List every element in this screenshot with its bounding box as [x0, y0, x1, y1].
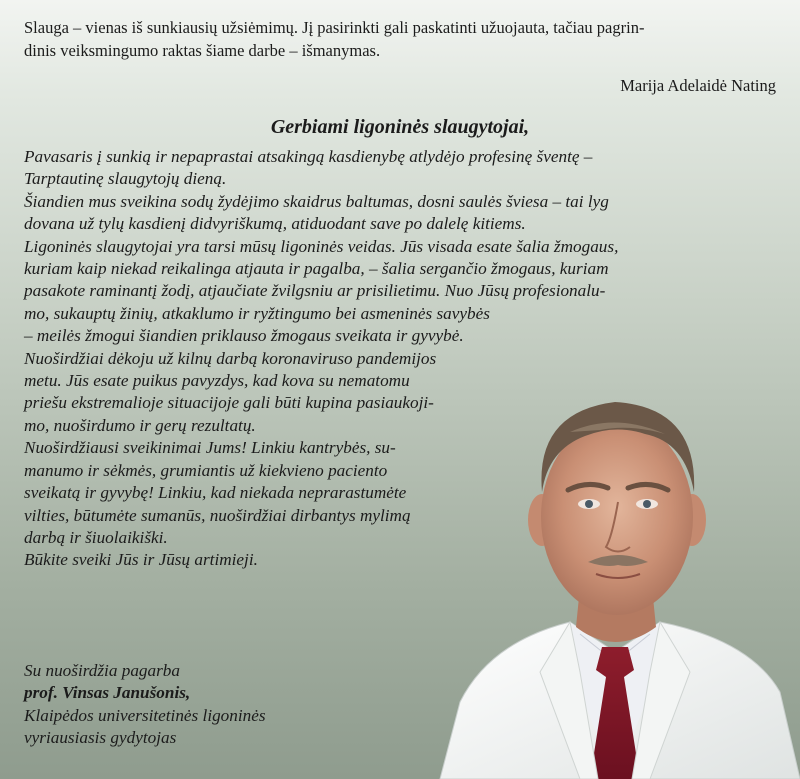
- body-line: Būkite sveiki Jūs ir Jūsų artimieji.: [24, 550, 258, 570]
- body-line: Šiandien mus sveikina sodų žydėjimo skaidrus baltumas, dosni saulės šviesa – tai lyg: [24, 191, 609, 211]
- greeting-heading: Gerbiami ligoninės slaugytojai,: [270, 116, 530, 138]
- epigraph-line: dinis veiksmingumo raktas šiame darbe – išmanymas.: [24, 41, 381, 60]
- body-line: sveikatą ir gyvybę! Linkiu, kad niekada neprarastumėte: [24, 483, 407, 503]
- body-line: vilties, būtumėte sumanūs, nuoširdžiai dirbantys mylimą: [24, 505, 411, 525]
- signature-block: [24, 660, 266, 750]
- body-line: – meilės žmogui šiandien priklauso žmogaus sveikata ir gyvybė.: [24, 326, 464, 346]
- body-line: Nuoširdžiai dėkoju už kilnų darbą koronaviruso pandemijos: [24, 348, 437, 368]
- signature-title: vyriausiasis gydytojas: [24, 728, 177, 748]
- body-line: kuriam kaip niekad reikalinga atjauta ir pagalba, – šalia sergančio žmogaus, kuriam: [24, 259, 609, 279]
- body-line: Ligoninės slaugytojai yra tarsi mūsų ligoninės veidas. Jūs visada esate šalia žmogaus,: [24, 236, 619, 256]
- body-line: darbą ir šiuolaikiški.: [24, 527, 168, 547]
- body-line: Tarptautinę slaugytojų dieną.: [24, 169, 227, 189]
- body-line: Nuoširdžiausi sveikinimai Jums! Linkiu kantrybės, su-: [24, 438, 396, 458]
- epigraph-quote: [24, 16, 776, 95]
- body-line: mo, sukauptų žinių, atkaklumo ir ryžtingumo bei asmeninės savybės: [24, 303, 490, 323]
- body-line: mo, nuoširdumo ir gerų rezultatų.: [24, 415, 256, 435]
- epigraph-author: Marija Adelaidė Nating: [620, 76, 776, 95]
- body-line: metu. Jūs esate puikus pavyzdys, kad kova su nematomu: [24, 371, 410, 391]
- body-line: dovana už tylų kasdienį didvyriškumą, atiduodant save po dalelę kitiems.: [24, 214, 526, 234]
- signature-closing: Su nuoširdžia pagarba: [24, 661, 180, 680]
- signature-name: prof. Vinsas Janušonis,: [24, 683, 191, 703]
- epigraph-line: Slauga – vienas iš sunkiausių užsiėmimų. Jį pasirinkti gali paskatinti užuojauta, tačiau pagrin-: [24, 18, 645, 37]
- doctor-portrait: [430, 372, 800, 779]
- signature-organization: Klaipėdos universitetinės ligoninės: [24, 705, 266, 725]
- body-line: Pavasaris į sunkią ir nepaprastai atsakingą kasdienybę atlydėjo profesinę šventę –: [24, 147, 593, 166]
- body-line: pasakote raminantį žodį, atjaučiate žvilgsniu ar prisilietimu. Nuo Jūsų profesionalu-: [24, 281, 606, 301]
- body-line: priešu ekstremalioje situacijoje gali būti kupina pasiaukoji-: [24, 393, 434, 413]
- body-line: manumo ir sėkmės, grumiantis už kiekvieno paciento: [24, 460, 388, 480]
